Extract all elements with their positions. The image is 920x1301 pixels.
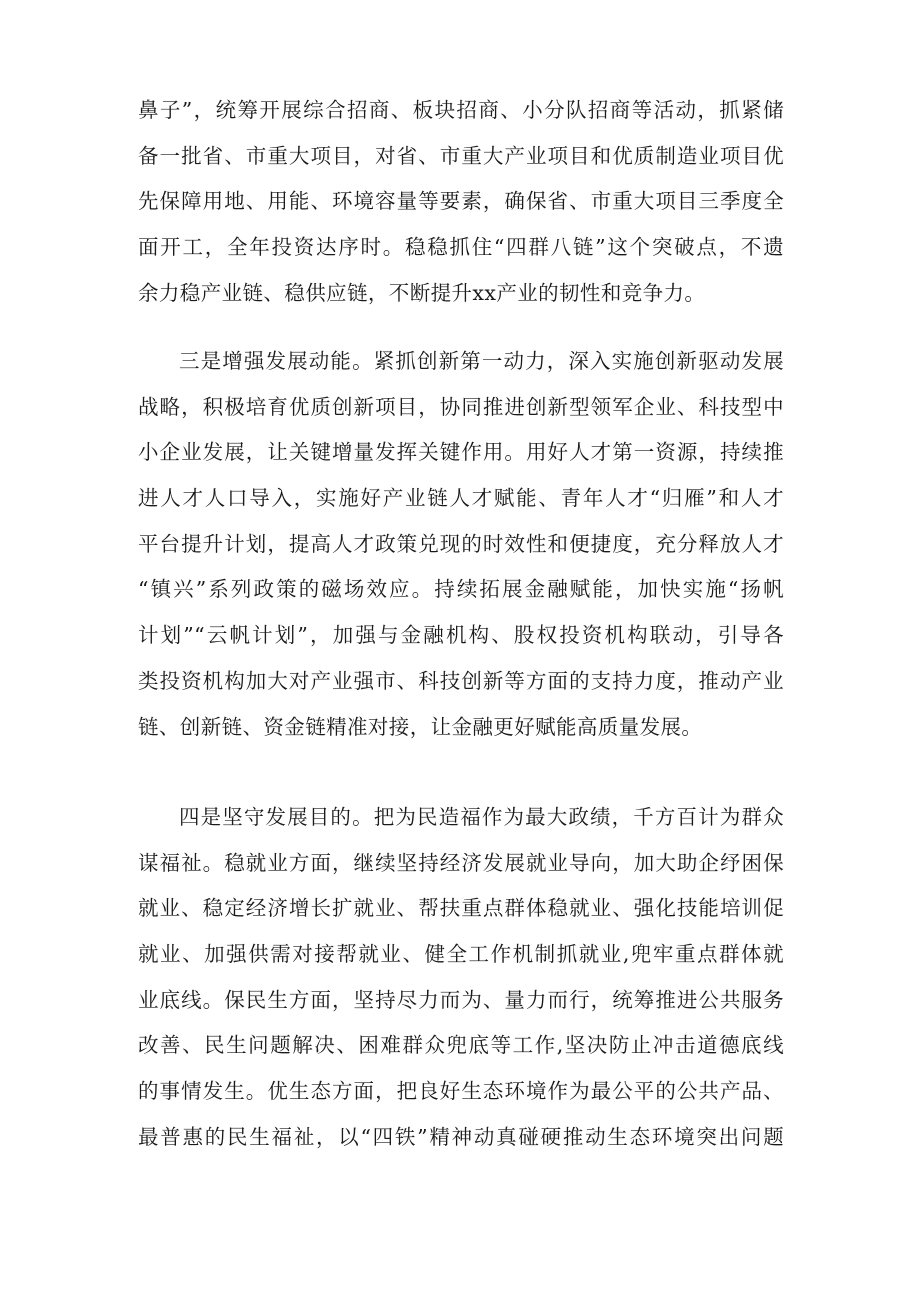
text-line: 三是增强发展动能。紧抓创新第一动力，深入实施创新驱动发展: [179, 349, 784, 373]
text-line: 战略，积极培育优质创新项目，协同推进创新型领军企业、科技型中: [138, 394, 784, 419]
text-line: 计划”“云帆计划”，加强与金融机构、股权投资机构联动，引导各: [138, 623, 784, 648]
text-line: 就业、稳定经济增长扩就业、帮扶重点群体稳就业、强化技能培训促: [138, 896, 784, 921]
text-line: 先保障用地、用能、环境容量等要素，确保省、市重大项目三季度全: [138, 189, 784, 214]
paragraph-section-four: [138, 795, 784, 1161]
text-line: 余力稳产业链、稳供应链，不断提升xx产业的韧性和竞争力。: [138, 280, 706, 305]
paragraph-continuation: [138, 88, 784, 316]
text-line: 小企业发展，让关键增量发挥关键作用。用好人才第一资源，持续推: [138, 440, 784, 465]
text-line: 鼻子”，统筹开展综合招商、板块招商、小分队招商等活动，抓紧储: [138, 98, 784, 122]
text-line: 备一批省、市重大项目，对省、市重大产业项目和优质制造业项目优: [138, 143, 784, 168]
text-line: 业底线。保民生方面，坚持尽力而为、量力而行，统筹推进公共服务: [138, 987, 784, 1012]
text-line: 平台提升计划，提高人才政策兑现的时效性和便捷度，充分释放人才: [138, 531, 784, 556]
paragraph-section-three: [138, 339, 784, 750]
text-line: 最普惠的民生福祉，以“四铁”精神动真碰硬推动生态环境突出问题: [138, 1124, 784, 1149]
text-line: 类投资机构加大对产业强市、科技创新等方面的支持力度，推动产业: [138, 668, 784, 693]
text-line: 进人才人口导入，实施好产业链人才赋能、青年人才“归雁”和人才: [138, 486, 784, 511]
text-line: 面开工，全年投资达序时。稳稳抓住“四群八链”这个突破点，不遗: [138, 235, 784, 260]
text-line: 改善、民生问题解决、困难群众兜底等工作,坚决防止冲击道德底线: [138, 1033, 784, 1058]
text-line: 就业、加强供需对接帮就业、健全工作机制抓就业,兜牢重点群体就: [138, 942, 784, 967]
text-line: 谋福祉。稳就业方面，继续坚持经济发展就业导向，加大助企纾困保: [138, 850, 784, 875]
text-line: 四是坚守发展目的。把为民造福作为最大政绩，千方百计为群众: [179, 805, 784, 829]
text-line: 的事情发生。优生态方面，把良好生态环境作为最公平的公共产品、: [138, 1079, 784, 1104]
text-line: “镇兴”系列政策的磁场效应。持续拓展金融赋能，加快实施“扬帆: [138, 577, 784, 602]
text-line: 链、创新链、资金链精准对接，让金融更好赋能高质量发展。: [138, 714, 703, 739]
